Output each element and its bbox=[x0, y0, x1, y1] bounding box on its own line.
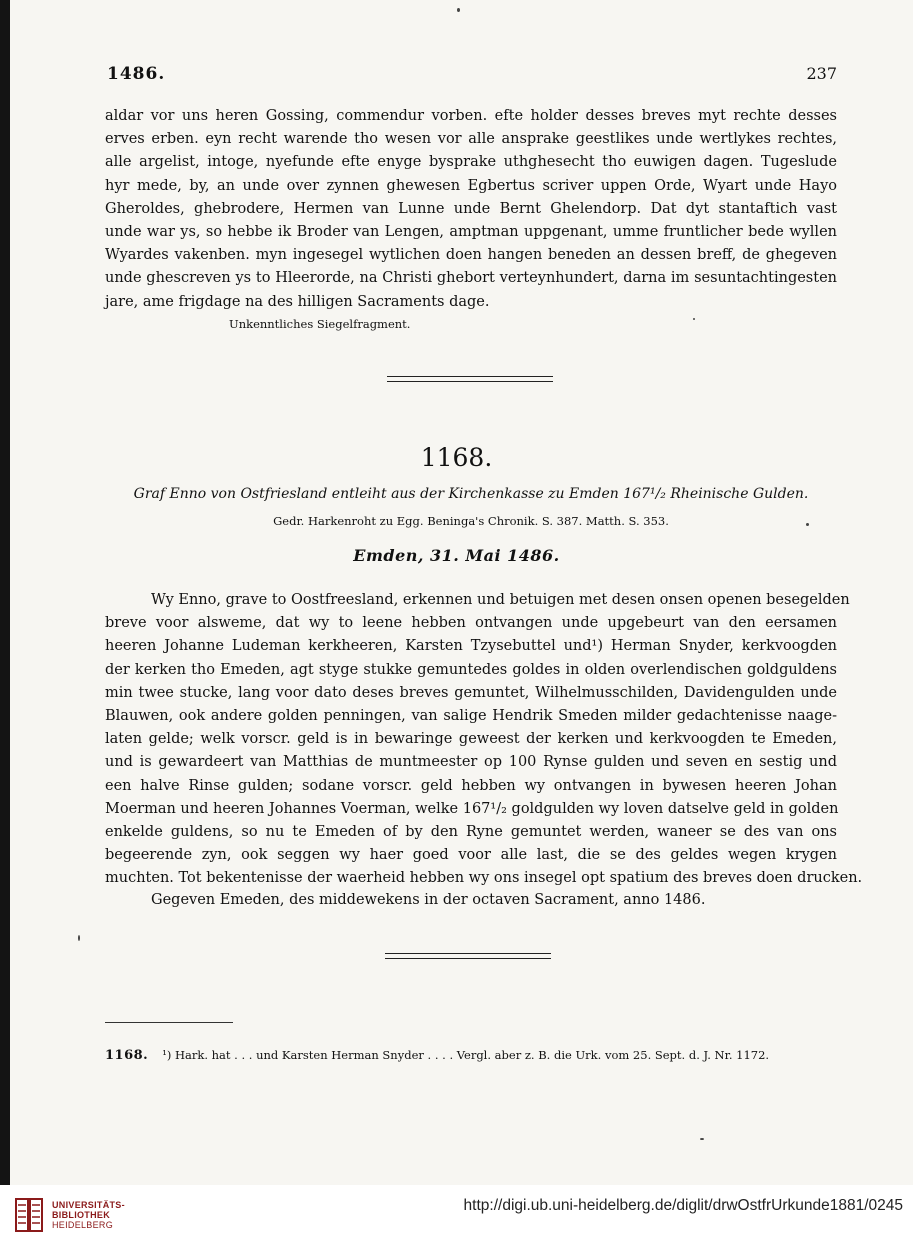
text-line: hyr mede, by, an unde over zynnen ghewesen Egbertus scriver uppen Orde, Wyart unde Hayo bbox=[105, 177, 837, 194]
text-line: erves erben. eyn recht warende tho wesen vor alle ansprake geestlikes unde wertlykes rechtes, bbox=[105, 131, 837, 148]
running-header bbox=[107, 64, 837, 86]
text-line: Wy Enno, grave to Oostfreesland, erkennen und betuigen met desen onsen openen besegelden bbox=[151, 592, 850, 608]
scan-speck bbox=[693, 318, 695, 320]
text-line: begeerende zyn, ook seggen wy haer goed voor alle last, die se des geldes wegen krygen bbox=[105, 847, 837, 864]
section-divider bbox=[387, 376, 553, 382]
text-line: enkelde guldens, so nu te Emeden of by den Ryne gemuntet werden, waneer se des van ons bbox=[105, 824, 837, 841]
footnote-ref: 1168. bbox=[105, 1048, 149, 1063]
document-summary: Graf Enno von Ostfriesland entleiht aus der Kirchenkasse zu Emden 167¹/₂ Rheinische Gulden. bbox=[133, 486, 809, 502]
text-line: laten gelde; welk vorscr. geld is in bewaringe geweest der kerken und kerkvoogden te Emeden, bbox=[105, 731, 837, 748]
text-line: muchten. Tot bekentenisse der waerheid hebben wy ons insegel opt spatium des breves doen drucken. bbox=[105, 870, 863, 887]
document-body bbox=[105, 589, 863, 891]
text-line: der kerken tho Emeden, agt styge stukke gemuntedes goldes in olden overlendischen goldguldens bbox=[105, 661, 837, 678]
text-line: Blauwen, ook andere golden penningen, van salige Hendrik Smeden milder gedachtenisse naage- bbox=[105, 708, 837, 725]
library-footer bbox=[0, 1185, 913, 1249]
library-name bbox=[52, 1200, 125, 1230]
library-logo-icon bbox=[12, 1195, 46, 1235]
header-year: 1486. bbox=[107, 64, 166, 84]
page-number: 237 bbox=[806, 64, 837, 83]
scan-speck bbox=[457, 8, 460, 12]
previous-charter-ending bbox=[105, 105, 837, 314]
text-line: een halve Rinse gulden; sodane vorscr. geld hebben wy ontvangen in bywesen heeren Johan bbox=[105, 777, 837, 794]
scan-speck bbox=[78, 935, 80, 941]
scan-speck bbox=[806, 523, 809, 526]
text-line: Gheroldes, ghebrodere, Hermen van Lunne unde Bernt Ghelendorp. Dat dyt stantaftich vast bbox=[105, 200, 837, 217]
text-line: aldar vor uns heren Gossing, commendur vorben. efte holder desses breves myt rechte desses bbox=[105, 108, 837, 124]
scan-speck bbox=[700, 1138, 704, 1140]
text-line: unde war ys, so hebbe ik Broder van Lengen, amptman uppgenant, umme fruntlicher bede wyllen bbox=[105, 224, 837, 241]
text-line: unde ghescreven ys to Hleerorde, na Christi ghebort verteynhundert, darna im sesuntachtingesten bbox=[105, 270, 837, 287]
footnote-rule bbox=[105, 1022, 233, 1023]
footnote bbox=[105, 1048, 837, 1063]
text-line: Wyardes vakenben. myn ingesegel wytlichen doen hangen beneden an dessen breff, de ghegeven bbox=[105, 247, 837, 264]
text-line: breve voor alsweme, dat wy to leene hebben ontvangen unde upgebeurt van den eersamen bbox=[105, 615, 837, 632]
text-line: min twee stucke, lang voor dato deses breves gemuntet, Wilhelmusschilden, Davidengulden unde bbox=[105, 684, 837, 701]
text-line: und is gewardeert van Matthias de muntmeester op 100 Rynse gulden und seven en sestig und bbox=[105, 754, 837, 771]
text-line: jare, ame frigdage na des hilligen Sacraments dage. bbox=[105, 293, 490, 310]
section-divider bbox=[385, 953, 551, 959]
footnote-text: ¹) Hark. hat . . . und Karsten Herman Snyder . . . . Vergl. aber z. B. die Urk. vom 25. Sept. d. J. Nr. 1172. bbox=[162, 1048, 770, 1062]
library-name-line: BIBLIOTHEK bbox=[52, 1210, 110, 1220]
library-name-line: UNIVERSITÄTS- bbox=[52, 1200, 125, 1210]
seal-note: Unkenntliches Siegelfragment. bbox=[229, 317, 411, 331]
permalink-url[interactable]: http://digi.ub.uni-heidelberg.de/diglit/drwOstfrUrkunde1881/0245 bbox=[463, 1197, 903, 1214]
document-source: Gedr. Harkenroht zu Egg. Beninga's Chronik. S. 387. Matth. S. 353. bbox=[273, 514, 669, 528]
document-closing: Gegeven Emeden, des middewekens in der octaven Sacrament, anno 1486. bbox=[151, 892, 706, 908]
text-line: heeren Johanne Ludeman kerkheeren, Karsten Tzysebuttel und¹) Herman Snyder, kerkvoogden bbox=[105, 638, 837, 655]
document-dateline: Emden, 31. Mai 1486. bbox=[353, 546, 560, 565]
library-name-line: HEIDELBERG bbox=[52, 1220, 114, 1230]
document-number: 1168. bbox=[420, 443, 493, 472]
text-line: alle argelist, intoge, nyefunde efte enyge bysprake uthghesecht tho euwigen dagen. Tugeslude bbox=[105, 154, 837, 171]
scan-edge-shadow bbox=[0, 0, 10, 1185]
text-line: Moerman und heeren Johannes Voerman, welke 167¹/₂ goldgulden wy loven datselve geld in golden bbox=[105, 800, 839, 817]
